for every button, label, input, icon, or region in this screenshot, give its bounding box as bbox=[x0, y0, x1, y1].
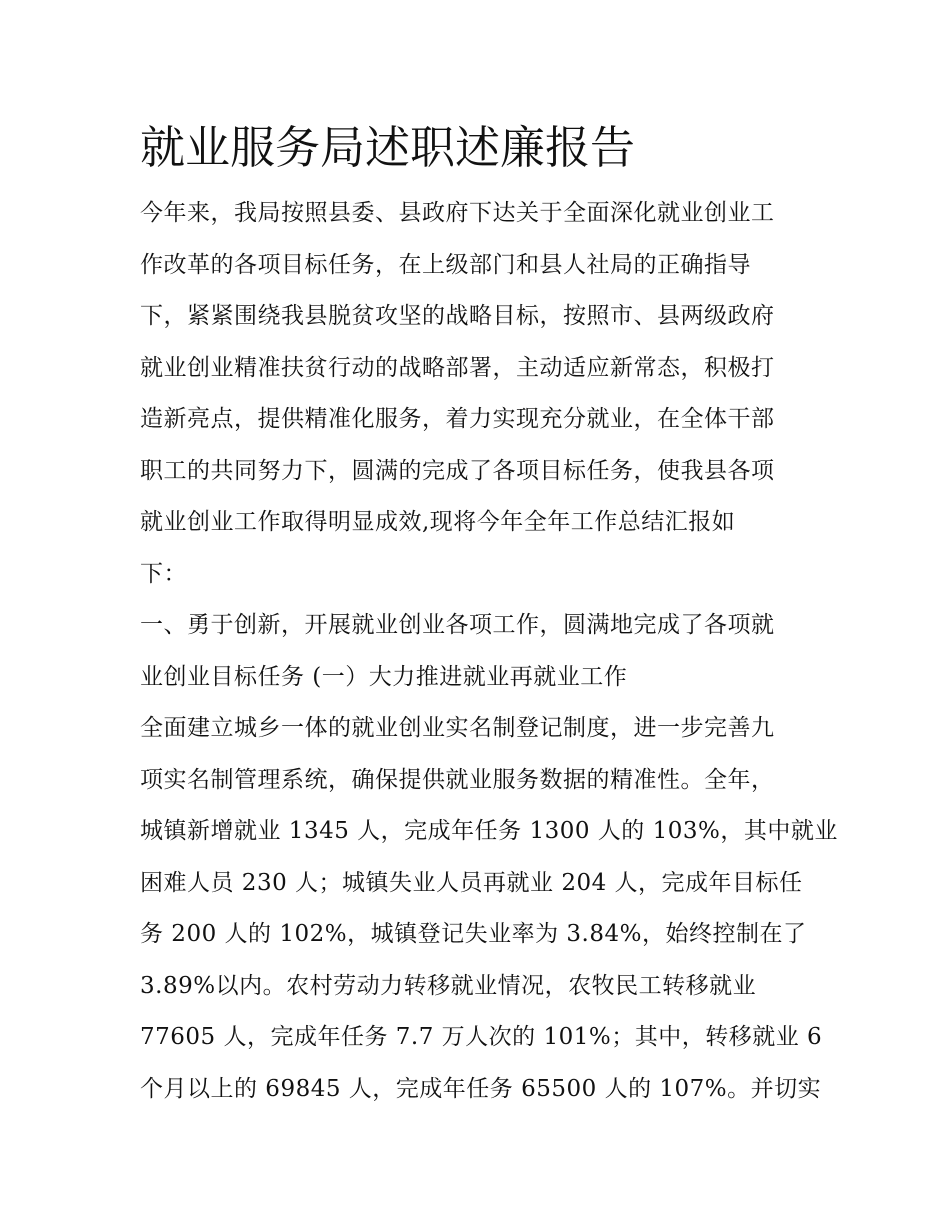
text-line: 困难人员 230 人；城镇失业人员再就业 204 人，完成年目标任 bbox=[140, 869, 803, 896]
text-line: 业创业目标任务 (一）大力推进就业再就业工作 bbox=[140, 663, 628, 690]
text-line: 今年来，我局按照县委、县政府下达关于全面深化就业创业工 bbox=[140, 200, 775, 226]
text-line: 就业创业工作取得明显成效,现将今年全年工作总结汇报如 bbox=[140, 509, 736, 535]
text-line: 就业创业精准扶贫行动的战略部署，主动适应新常态，积极打 bbox=[140, 354, 775, 381]
paragraph-intro bbox=[140, 188, 820, 600]
paragraph-section-heading bbox=[140, 600, 820, 703]
text-line: 77605 人，完成年任务 7.7 万人次的 101%；其中，转移就业 6 bbox=[140, 1024, 823, 1050]
paragraph-employment bbox=[140, 703, 838, 1115]
text-line: 下： bbox=[140, 560, 187, 587]
document-page bbox=[140, 108, 838, 1115]
text-line: 下，紧紧围绕我县脱贫攻坚的战略目标，按照市、县两级政府 bbox=[140, 303, 775, 329]
text-line: 一、勇于创新，开展就业创业各项工作，圆满地完成了各项就 bbox=[140, 612, 775, 638]
document-title: 就业服务局述职述廉报告 bbox=[140, 121, 636, 174]
text-line: 3.89%以内。农村劳动力转移就业情况，农牧民工转移就业 bbox=[140, 972, 757, 999]
text-line: 造新亮点，提供精准化服务，着力实现充分就业，在全体干部 bbox=[140, 406, 775, 432]
text-line: 城镇新增就业 1345 人，完成年任务 1300 人的 103%，其中就业 bbox=[140, 818, 838, 844]
text-line: 职工的共同努力下，圆满的完成了各项目标任务，使我县各项 bbox=[140, 457, 775, 484]
text-line: 作改革的各项目标任务，在上级部门和县人社局的正确指导 bbox=[140, 251, 751, 278]
text-line: 个月以上的 69845 人，完成年任务 65500 人的 107%。并切实 bbox=[140, 1075, 822, 1102]
text-line: 全面建立城乡一体的就业创业实名制登记制度，进一步完善九 bbox=[140, 715, 775, 741]
text-line: 务 200 人的 102%，城镇登记失业率为 3.84%，始终控制在了 bbox=[140, 921, 807, 947]
text-line: 项实名制管理系统，确保提供就业服务数据的精准性。全年， bbox=[140, 766, 775, 793]
